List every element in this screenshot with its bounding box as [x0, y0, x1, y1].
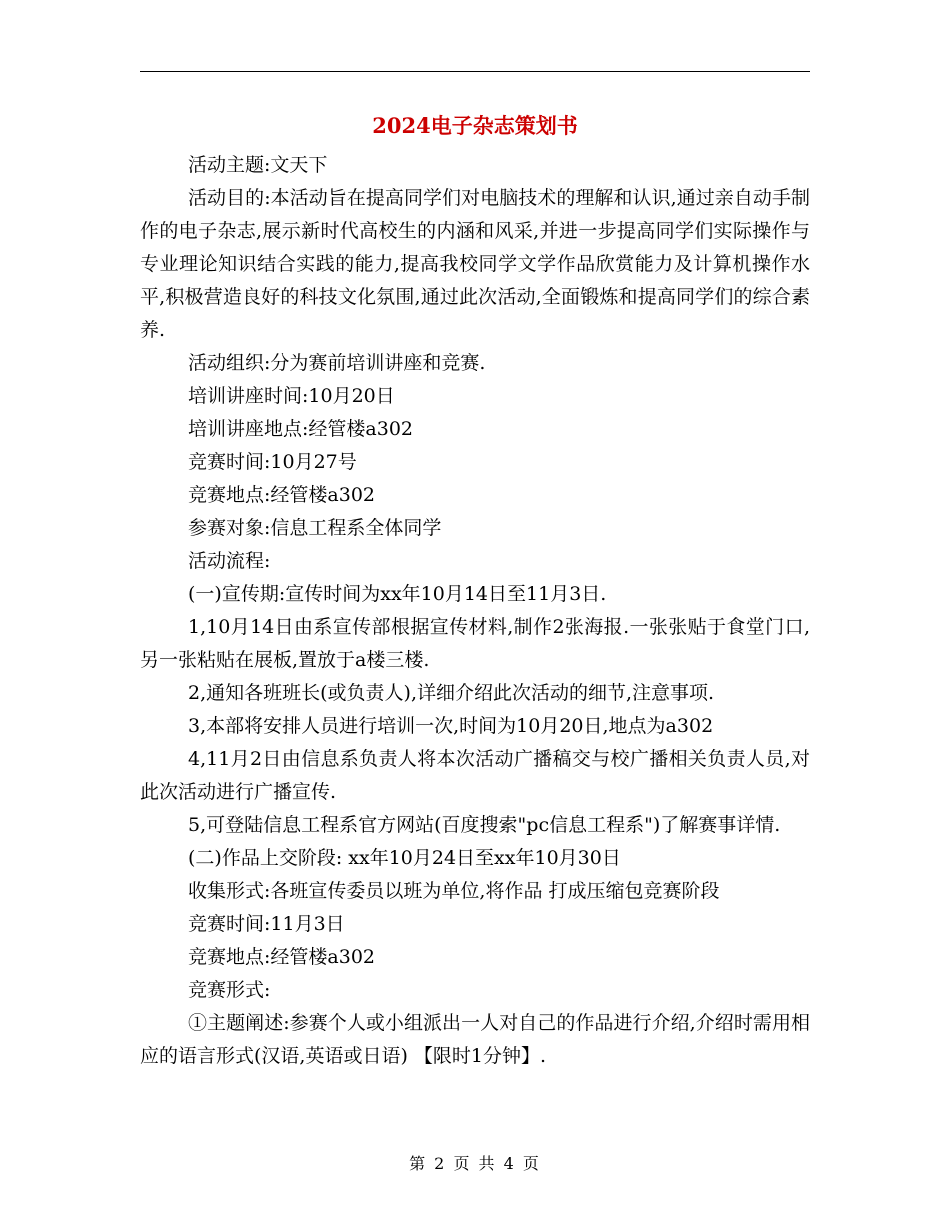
paragraph-submission-stage: (二)作品上交阶段: xx年10月24日至xx年10月30日	[188, 847, 621, 869]
paragraph-participants: 参赛对象:信息工程系全体同学	[188, 517, 442, 539]
paragraph-process-heading: 活动流程:	[188, 550, 271, 572]
paragraph-training-location: 培训讲座地点:经管楼a302	[188, 418, 413, 440]
paragraph-promotion-period: (一)宣传期:宣传时间为xx年10月14日至11月3日.	[188, 583, 607, 605]
paragraph-step-4: 4,11月2日由信息系负责人将本次活动广播稿交与校广播相关负责人员,对此次活动进行广播宣传.	[140, 748, 810, 803]
page-footer: 第 2 页 共 4 页	[409, 1154, 541, 1173]
paragraph-step-3: 3,本部将安排人员进行培训一次,时间为10月20日,地点为a302	[188, 715, 714, 737]
paragraph-step-2: 2,通知各班班长(或负责人),详细介绍此次活动的细节,注意事项.	[188, 682, 715, 704]
paragraph-contest-format: 竞赛形式:	[188, 979, 271, 1001]
paragraph-organization: 活动组织:分为赛前培训讲座和竞赛.	[188, 352, 486, 374]
paragraph-final-time: 竞赛时间:11月3日	[188, 913, 345, 935]
paragraph-theme-statement: ①主题阐述:参赛个人或小组派出一人对自己的作品进行介绍,介绍时需用相应的语言形式(汉语,英语或日语) 【限时1分钟】.	[140, 1012, 810, 1067]
document-title: 2024电子杂志策划书	[372, 113, 578, 138]
paragraph-step-5: 5,可登陆信息工程系官方网站(百度搜索"pc信息工程系")了解赛事详情.	[188, 814, 781, 836]
paragraph-final-location: 竞赛地点:经管楼a302	[188, 946, 375, 968]
document-body	[140, 149, 810, 1073]
paragraph-training-time: 培训讲座时间:10月20日	[188, 385, 395, 407]
paragraph-contest-location: 竞赛地点:经管楼a302	[188, 484, 375, 506]
paragraph-purpose: 活动目的:本活动旨在提高同学们对电脑技术的理解和认识,通过亲自动手制作的电子杂志,展示新时代高校生的内涵和风采,并进一步提高同学们实际操作与专业理论知识结合实践的能力,提高我校同学文学作品欣赏能力及计算机操作水平,积极营造良好的科技文化氛围,通过此次活动,全面锻炼和提高同学们的综合素养.	[140, 187, 810, 341]
header-rule	[140, 71, 810, 72]
paragraph-contest-time: 竞赛时间:10月27号	[188, 451, 357, 473]
paragraph-collection-form: 收集形式:各班宣传委员以班为单位,将作品 打成压缩包竞赛阶段	[188, 880, 720, 902]
paragraph-theme: 活动主题:文天下	[188, 154, 328, 176]
paragraph-step-1: 1,10月14日由系宣传部根据宣传材料,制作2张海报.一张张贴于食堂门口,另一张粘贴在展板,置放于a楼三楼.	[140, 616, 810, 671]
